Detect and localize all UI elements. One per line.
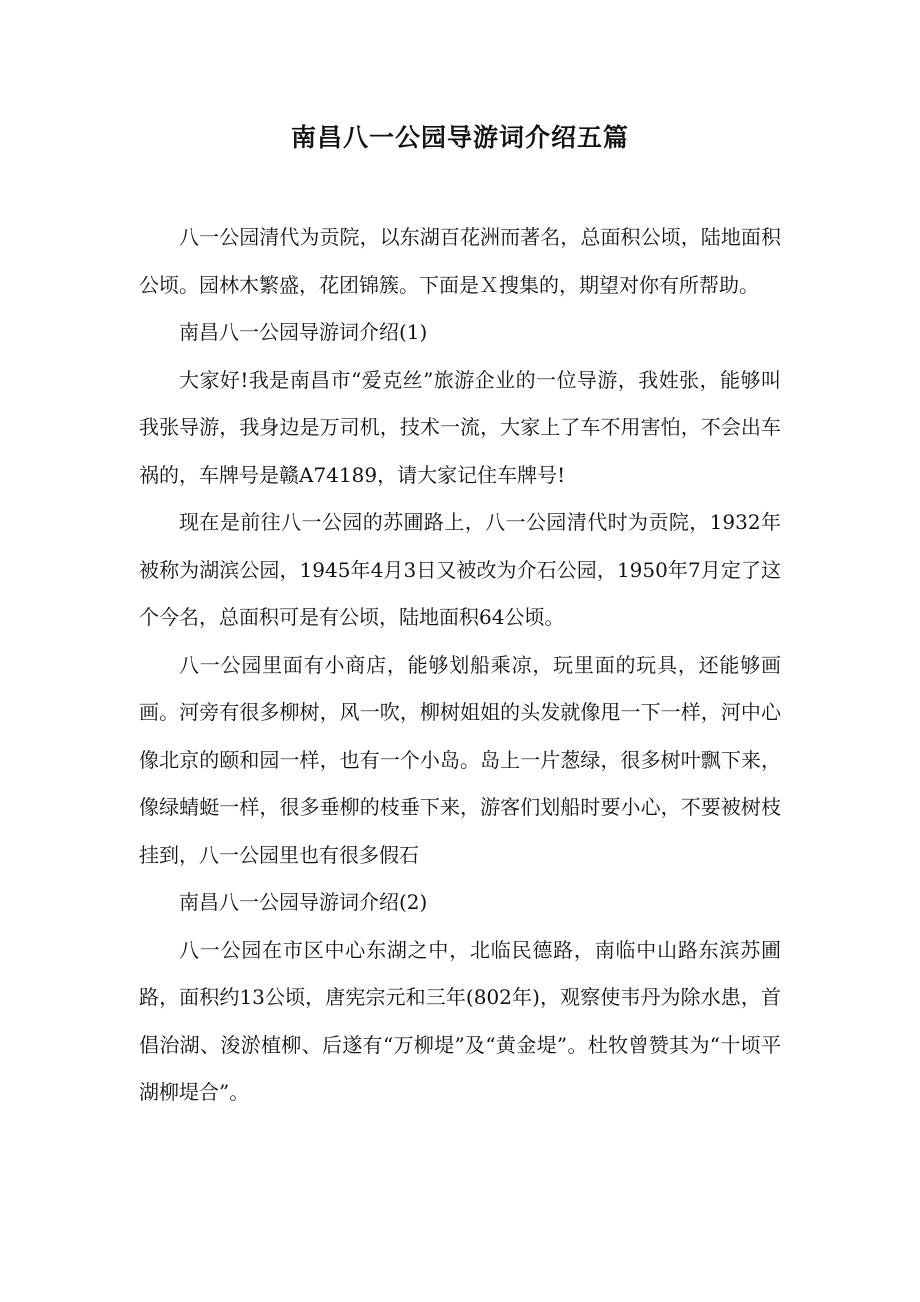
intro-paragraph: 八一公园清代为贡院，以东湖百花洲而著名，总面积公顷，陆地面积公顷。园林木繁盛，花团锦簇。下面是Ｘ搜集的，期望对你有所帮助。 xyxy=(139,225,781,297)
paragraph: 八一公园在市区中心东湖之中，北临民德路，南临中山路东滨苏圃路，面积约13公顷，唐宪宗元和三年(802年)，观察使韦丹为除水患，首倡治湖、浚淤植柳、后遂有“万柳堤”及“黄金堤”。杜牧曾赞其为“十顷平湖柳堤合”。 xyxy=(139,937,781,1104)
paragraph: 大家好!我是南昌市“爱克丝”旅游企业的一位导游，我姓张，能够叫我张导游，我身边是万司机，技术一流，大家上了车不用害怕，不会出车祸的，车牌号是赣A74189，请大家记住车牌号! xyxy=(139,367,781,487)
paragraph: 八一公园里面有小商店，能够划船乘凉，玩里面的玩具，还能够画画。河旁有很多柳树，风一吹，柳树姐姐的头发就像甩一下一样，河中心像北京的颐和园一样，也有一个小岛。岛上一片葱绿，很多树叶飘下来，像绿蜻蜓一样，很多垂柳的枝垂下来，游客们划船时要小心，不要被树枝挂到，八一公园里也有很多假石 xyxy=(139,652,781,867)
paragraph: 现在是前往八一公园的苏圃路上，八一公园清代时为贡院，1932年被称为湖滨公园，1945年4月3日又被改为介石公园，1950年7月定了这个今名，总面积可是有公顷，陆地面积64公顷。 xyxy=(139,510,781,629)
section-heading-2: 南昌八一公园导游词介绍(2) xyxy=(179,890,428,914)
document-title: 南昌八一公园导游词介绍五篇 xyxy=(290,123,629,152)
section-heading-1: 南昌八一公园导游词介绍(1) xyxy=(179,320,428,344)
document-body xyxy=(139,214,781,1117)
